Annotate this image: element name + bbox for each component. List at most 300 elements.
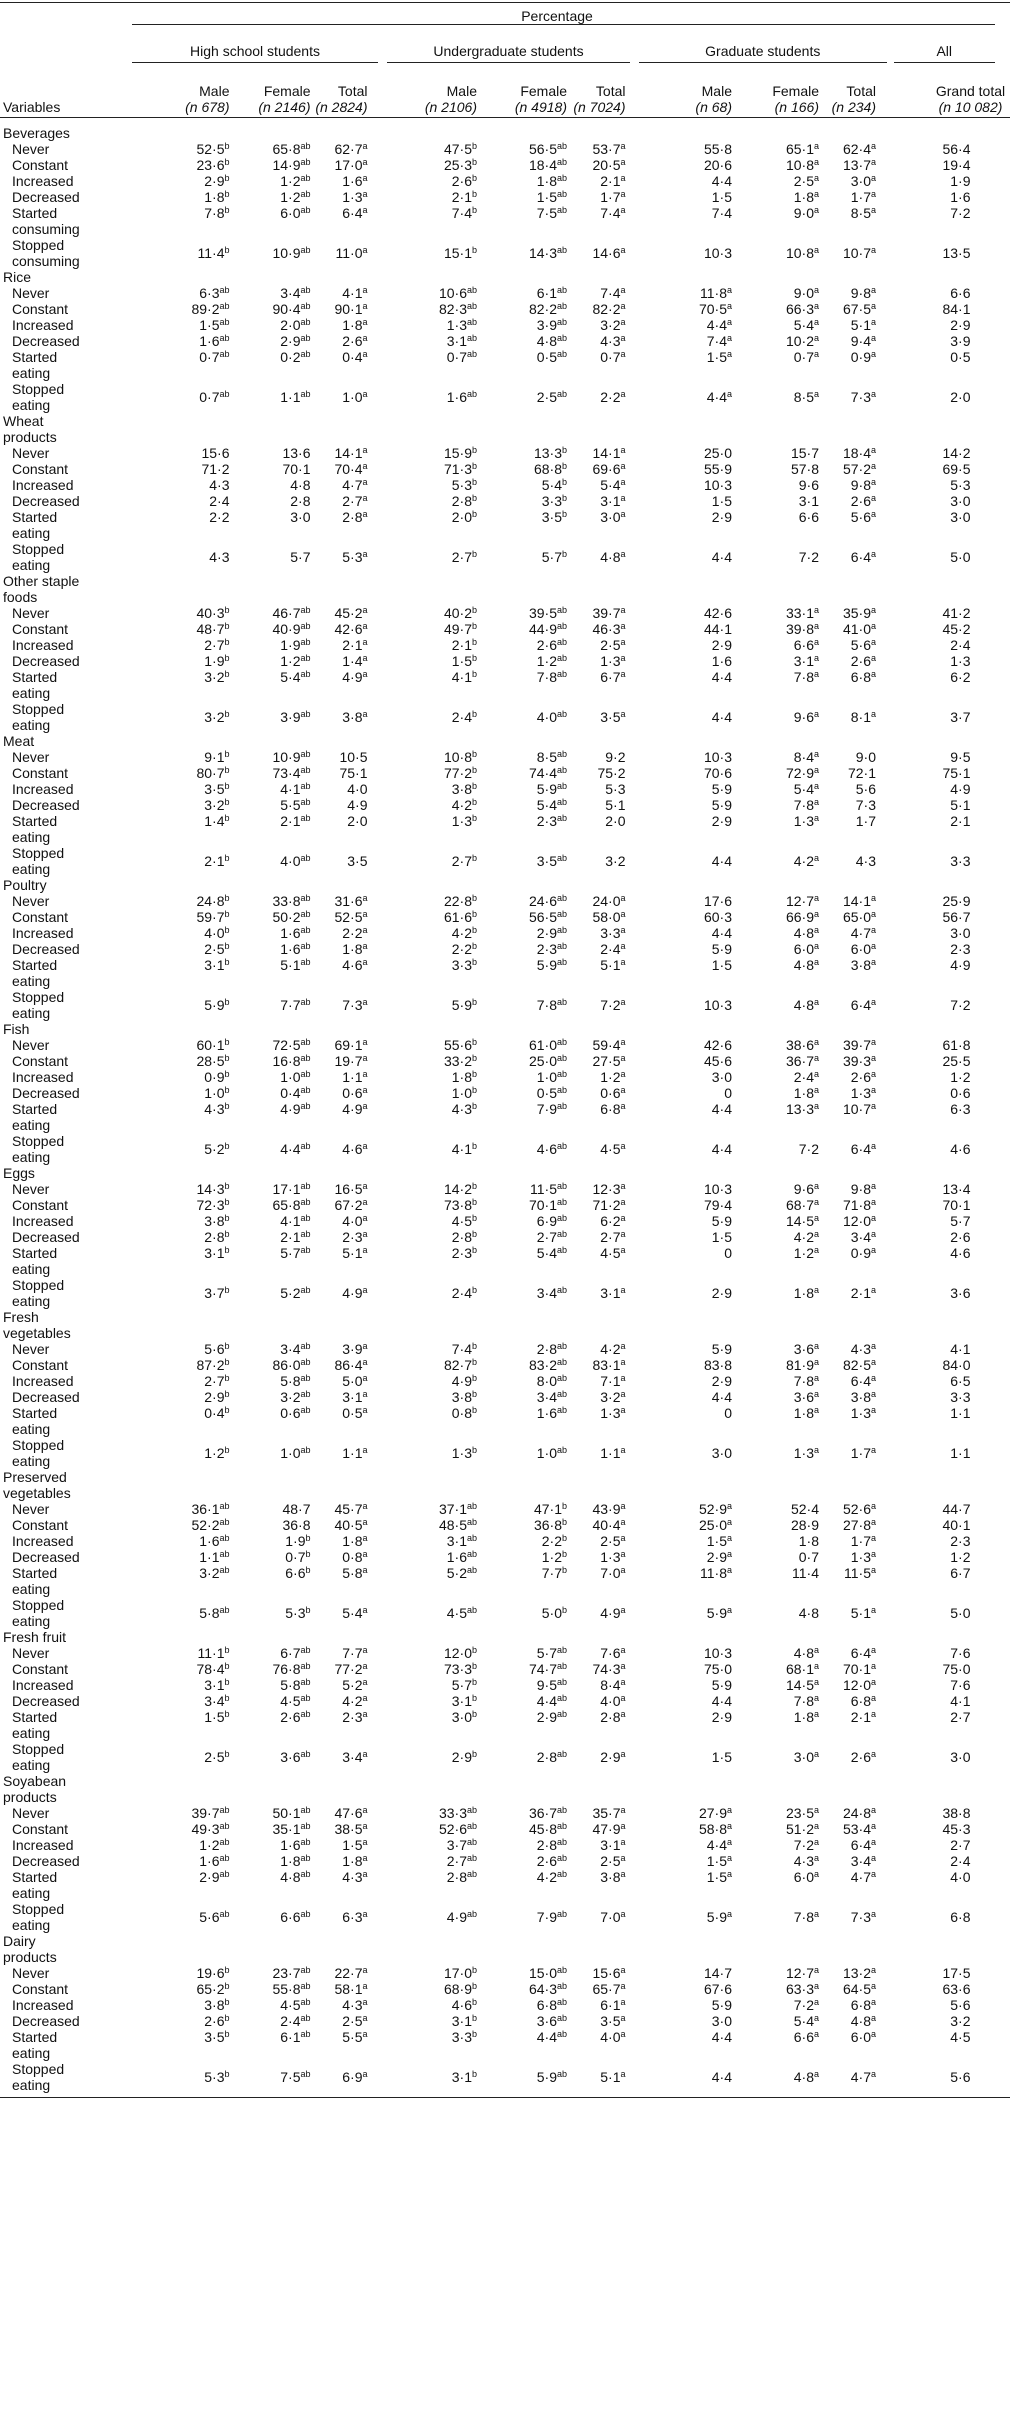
table-cell (851, 1533, 876, 1549)
cell-value: 23·5 (785, 1805, 814, 1821)
table-cell (712, 1749, 732, 1765)
significance-letter: a (620, 1565, 626, 1575)
significance-letter: ab (300, 1357, 311, 1367)
significance-letter: a (362, 245, 368, 255)
significance-letter: ab (556, 2069, 567, 2079)
table-cell (600, 1069, 625, 1085)
significance-letter: ab (300, 157, 311, 167)
table-cell (843, 1037, 876, 1053)
significance-letter: a (362, 389, 368, 399)
cell-value: 4·9 (280, 1101, 301, 1117)
significance-letter: ab (466, 1853, 477, 1863)
cell-value: 14·5 (785, 1677, 814, 1693)
row-label: Decreased (12, 2013, 80, 2029)
row-label: eating (12, 1917, 51, 1933)
table-cell (439, 1517, 477, 1533)
table-cell (600, 1229, 625, 1245)
row-label: Increased (12, 925, 74, 941)
table-cell (204, 1141, 229, 1157)
significance-letter: a (870, 173, 876, 183)
table-cell (707, 333, 732, 349)
significance-letter: a (620, 1501, 626, 1511)
significance-letter: b (471, 2013, 477, 2023)
table-cell (272, 1661, 310, 1677)
cell-value: 11·8 (700, 285, 727, 301)
cell-value: 3·6 (536, 2013, 557, 2029)
column-n: (n 68) (695, 99, 732, 115)
cell-value: 2·8 (600, 1709, 621, 1725)
table-cell (447, 349, 477, 365)
table-cell (699, 1517, 732, 1533)
significance-letter: a (870, 493, 876, 503)
table-cell (851, 2069, 876, 2085)
group-header: Undergraduate students (433, 43, 584, 59)
table-cell (452, 549, 477, 565)
table-cell (196, 621, 229, 637)
table-cell (600, 1749, 625, 1765)
cell-value: 0·4 (342, 349, 363, 365)
table-cell (272, 141, 310, 157)
cell-value: 1·8 (798, 1533, 819, 1549)
table-cell (342, 1085, 367, 1101)
significance-letter: b (471, 493, 477, 503)
significance-letter: ab (300, 245, 311, 255)
cell-value: 7·6 (950, 1677, 971, 1693)
cell-value: 6·8 (600, 1101, 621, 1117)
table-cell (204, 1693, 229, 1709)
cell-value: 2·7 (950, 1837, 971, 1853)
cell-value: 69·6 (592, 461, 621, 477)
table-cell (204, 1285, 229, 1301)
cell-value: 56·4 (942, 141, 971, 157)
cell-value: 3·0 (950, 925, 971, 941)
table-cell (600, 1341, 625, 1357)
table-cell (342, 1869, 367, 1885)
cell-value: 6·7 (280, 1645, 301, 1661)
significance-letter: a (620, 1053, 626, 1063)
significance-letter: b (305, 1533, 311, 1543)
significance-letter: a (813, 941, 819, 951)
table-cell (534, 461, 567, 477)
table-cell (844, 1565, 876, 1581)
table-cell (529, 1197, 567, 1213)
significance-letter: ab (556, 781, 567, 791)
cell-value: 2·1 (451, 637, 472, 653)
cell-value: 52·5 (196, 141, 225, 157)
cell-value: 7·0 (600, 1565, 621, 1581)
significance-letter: a (726, 1605, 732, 1615)
cell-value: 5·4 (793, 2013, 814, 2029)
cell-value: 1·3 (600, 653, 621, 669)
cell-value: 3·1 (600, 1837, 621, 1853)
table-cell (444, 909, 477, 925)
significance-letter: ab (300, 141, 311, 151)
row-label: Decreased (12, 1389, 80, 1405)
significance-letter: b (224, 1181, 230, 1191)
cell-value: 13·3 (533, 445, 562, 461)
significance-letter: a (362, 1341, 368, 1351)
table-cell (280, 2029, 310, 2045)
row-label: Never (12, 1341, 50, 1357)
significance-letter: a (870, 1605, 876, 1615)
cell-value: 25·0 (698, 1517, 727, 1533)
table-cell (950, 669, 970, 685)
table-cell (843, 1821, 876, 1837)
table-cell (794, 2013, 819, 2029)
cell-value: 3·1 (446, 1533, 467, 1549)
table-cell (537, 349, 567, 365)
significance-letter: a (362, 1693, 368, 1703)
table-cell (201, 445, 229, 461)
cell-value: 3·2 (199, 1565, 220, 1581)
table-cell (204, 205, 229, 221)
significance-letter: a (870, 1965, 876, 1975)
table-cell (452, 2013, 477, 2029)
table-cell (280, 997, 310, 1013)
cell-value: 3·5 (347, 853, 368, 869)
significance-letter: ab (556, 1357, 567, 1367)
table-cell (529, 765, 567, 781)
significance-letter: a (362, 1141, 368, 1151)
table-cell (529, 1053, 567, 1069)
cell-value: 72·1 (847, 765, 876, 781)
significance-letter: ab (300, 1141, 311, 1151)
significance-letter: a (726, 1533, 732, 1543)
cell-value: 4·8 (280, 1869, 301, 1885)
cell-value: 5·5 (280, 797, 301, 813)
table-cell (724, 1245, 732, 1261)
table-cell (712, 637, 732, 653)
table-cell (600, 317, 625, 333)
cell-value: 4·4 (706, 1837, 727, 1853)
cell-value: 31·6 (334, 893, 363, 909)
table-cell (712, 1693, 732, 1709)
table-cell (712, 1997, 732, 2013)
table-cell (950, 797, 970, 813)
table-cell (851, 1181, 876, 1197)
cell-value: 5·7 (541, 549, 562, 565)
table-cell (843, 1965, 876, 1981)
significance-letter: ab (300, 1645, 311, 1655)
table-cell (600, 1141, 625, 1157)
cell-value: 15·7 (790, 445, 819, 461)
table-cell (272, 621, 310, 637)
group-header: Graduate students (705, 43, 821, 59)
cell-value: 6·8 (950, 1909, 971, 1925)
significance-letter: a (870, 1869, 876, 1879)
table-cell (204, 653, 229, 669)
table-cell (204, 2013, 229, 2029)
significance-letter: a (362, 1445, 368, 1455)
significance-letter: ab (556, 1101, 567, 1111)
table-cell (791, 1501, 819, 1517)
significance-letter: a (870, 621, 876, 631)
table-cell (600, 333, 625, 349)
table-cell (794, 173, 819, 189)
significance-letter: ab (300, 781, 311, 791)
cell-value: 7·8 (793, 1373, 814, 1389)
table-cell (592, 141, 625, 157)
cell-value: 6·0 (850, 2029, 871, 2045)
significance-letter: a (620, 1853, 626, 1863)
cell-value: 4·9 (451, 1373, 472, 1389)
table-cell (198, 245, 230, 261)
table-cell (600, 1837, 625, 1853)
significance-letter: ab (300, 1405, 311, 1415)
cell-value: 75·0 (703, 1661, 732, 1677)
significance-letter: a (362, 1085, 368, 1095)
significance-letter: b (224, 1661, 230, 1671)
significance-letter: b (224, 605, 230, 615)
table-cell (342, 1533, 367, 1549)
table-cell (204, 1709, 229, 1725)
table-cell (950, 1285, 970, 1301)
significance-letter: ab (219, 1565, 230, 1575)
row-label: Increased (12, 781, 74, 797)
significance-letter: a (726, 1909, 732, 1919)
cell-value: 86·4 (334, 1357, 363, 1373)
significance-letter: ab (556, 205, 567, 215)
table-cell (794, 1085, 819, 1101)
cell-value: 7·4 (451, 1341, 472, 1357)
table-cell (342, 1749, 367, 1765)
significance-letter: b (224, 621, 230, 631)
significance-letter: b (471, 1997, 477, 2007)
row-label: eating (12, 397, 51, 413)
significance-letter: b (224, 653, 230, 663)
cell-value: 9·5 (950, 749, 971, 765)
significance-letter: a (813, 285, 819, 295)
cell-value: 9·6 (798, 477, 819, 493)
table-cell (537, 1101, 567, 1117)
table-cell (199, 317, 229, 333)
cell-value: 4·8 (290, 477, 311, 493)
table-cell (950, 1341, 970, 1357)
table-cell (347, 853, 367, 869)
row-label: eating (12, 1757, 51, 1773)
table-cell (199, 1909, 229, 1925)
table-cell (537, 1085, 567, 1101)
significance-letter: a (362, 1749, 368, 1759)
cell-value: 2·6 (204, 2013, 225, 2029)
significance-letter: ab (300, 853, 311, 863)
table-cell (950, 1997, 970, 2013)
significance-letter: a (620, 1661, 626, 1671)
significance-letter: a (620, 1805, 626, 1815)
cell-value: 6·1 (280, 2029, 301, 2045)
cell-value: 84·1 (942, 301, 971, 317)
cell-value: 64·3 (528, 1981, 557, 1997)
table-cell (537, 2069, 567, 2085)
cell-value: 7·4 (711, 205, 732, 221)
cell-value: 36·7 (785, 1053, 814, 1069)
cell-value: 1·6 (199, 1533, 220, 1549)
cell-value: 45·2 (334, 605, 363, 621)
cell-value: 2·9 (711, 637, 732, 653)
table-cell (786, 1661, 819, 1677)
table-cell (342, 1069, 367, 1085)
table-cell (542, 1605, 567, 1621)
table-cell (950, 1869, 970, 1885)
table-cell (942, 301, 970, 317)
table-cell (334, 1181, 367, 1197)
column-header: Grand total (935, 83, 1006, 99)
significance-letter: ab (556, 1181, 567, 1191)
cell-value: 68·9 (443, 1981, 472, 1997)
significance-letter: a (620, 997, 626, 1007)
significance-letter: ab (219, 1549, 230, 1559)
significance-letter: a (362, 1213, 368, 1223)
table-cell (272, 1965, 310, 1981)
significance-letter: ab (556, 349, 567, 359)
cell-value: 65·8 (272, 141, 301, 157)
cell-value: 65·1 (785, 141, 814, 157)
table-cell (342, 173, 367, 189)
cell-value: 1·8 (451, 1069, 472, 1085)
cell-value: 2·8 (536, 1341, 557, 1357)
cell-value: 2·5 (793, 173, 814, 189)
significance-letter: b (471, 157, 477, 167)
significance-letter: b (471, 941, 477, 951)
table-cell (342, 1837, 367, 1853)
table-cell (204, 1069, 229, 1085)
significance-letter: a (362, 205, 368, 215)
cell-value: 7·7 (541, 1565, 562, 1581)
table-cell (452, 709, 477, 725)
significance-letter: a (813, 141, 819, 151)
table-cell (950, 1389, 970, 1405)
table-cell (851, 549, 876, 565)
table-cell (280, 813, 310, 829)
table-cell (537, 333, 567, 349)
cell-value: 7·8 (536, 997, 557, 1013)
significance-letter: ab (300, 2069, 311, 2079)
table-cell (851, 1837, 876, 1853)
cell-value: 1·3 (850, 1549, 871, 1565)
table-cell (600, 349, 625, 365)
row-label: Constant (12, 301, 69, 317)
table-cell (699, 1501, 732, 1517)
cell-value: 1·2 (199, 1837, 220, 1853)
table-cell (444, 461, 477, 477)
cell-value: 4·9 (342, 669, 363, 685)
cell-value: 3·4 (850, 1229, 871, 1245)
table-cell (452, 1285, 477, 1301)
table-cell (452, 477, 477, 493)
cell-value: 82·2 (528, 301, 557, 317)
significance-letter: a (362, 637, 368, 647)
cell-value: 5·3 (950, 477, 971, 493)
table-cell (452, 637, 477, 653)
cell-value: 47·9 (592, 1821, 621, 1837)
row-label: eating (12, 365, 51, 381)
table-cell (786, 1357, 819, 1373)
significance-letter: ab (556, 925, 567, 935)
row-label: Started (12, 1709, 58, 1725)
cell-value: 65·8 (272, 1197, 301, 1213)
row-label: Constant (12, 765, 69, 781)
cell-value: 71·2 (201, 461, 230, 477)
table-cell (204, 1213, 229, 1229)
significance-letter: b (224, 1373, 230, 1383)
significance-letter: b (471, 709, 477, 719)
row-label: Constant (12, 1517, 69, 1533)
cell-value: 3·6 (793, 1341, 814, 1357)
table-cell (843, 1661, 876, 1677)
table-cell (334, 461, 367, 477)
cell-value: 4·4 (536, 2029, 557, 2045)
cell-value: 3·7 (950, 709, 971, 725)
table-cell (285, 1549, 310, 1565)
table-cell (342, 389, 367, 405)
significance-letter: ab (556, 1693, 567, 1703)
cell-value: 7·2 (950, 997, 971, 1013)
table-cell (280, 1837, 310, 1853)
cell-value: 4·1 (280, 781, 301, 797)
table-cell (342, 1677, 367, 1693)
cell-value: 18·4 (842, 445, 871, 461)
row-label: eating (12, 557, 51, 573)
significance-letter: ab (556, 1837, 567, 1847)
significance-letter: b (224, 797, 230, 807)
cell-value: 3·1 (204, 957, 225, 973)
cell-value: 61·0 (528, 1037, 557, 1053)
cell-value: 1·9 (204, 653, 225, 669)
table-cell (794, 1837, 819, 1853)
cell-value: 10·5 (339, 749, 368, 765)
row-label: Started (12, 1405, 58, 1421)
cell-value: 4·0 (950, 1869, 971, 1885)
cell-value: 4·4 (711, 925, 732, 941)
cell-value: 4·5 (950, 2029, 971, 2045)
table-cell (851, 957, 876, 973)
significance-letter: a (813, 605, 819, 615)
table-cell (786, 909, 819, 925)
table-cell (794, 781, 819, 797)
cell-value: 2·0 (347, 813, 368, 829)
cell-value: 3·0 (850, 173, 871, 189)
cell-value: 52·5 (334, 909, 363, 925)
row-label: Decreased (12, 1693, 80, 1709)
significance-letter: ab (300, 1709, 311, 1719)
significance-letter: ab (466, 1501, 477, 1511)
table-cell (950, 1693, 970, 1709)
table-cell (851, 173, 876, 189)
table-cell (592, 1037, 625, 1053)
row-label: eating (12, 1725, 51, 1741)
significance-letter: b (224, 1389, 230, 1399)
table-cell (794, 285, 819, 301)
cell-value: 2·4 (280, 2013, 301, 2029)
cell-value: 4·4 (711, 669, 732, 685)
table-cell (280, 1693, 310, 1709)
group-rule (639, 62, 887, 63)
cell-value: 45·2 (942, 621, 971, 637)
cell-value: 2·1 (451, 189, 472, 205)
cell-value: 2·5 (536, 389, 557, 405)
table-cell (537, 1997, 567, 2013)
table-cell (342, 1405, 367, 1421)
table-cell (342, 637, 367, 653)
table-cell (851, 349, 876, 365)
significance-letter: a (620, 1445, 626, 1455)
cell-value: 4·7 (850, 1869, 871, 1885)
significance-letter: a (726, 285, 732, 295)
significance-letter: b (471, 1677, 477, 1687)
significance-letter: ab (556, 1869, 567, 1879)
table-cell (950, 1229, 970, 1245)
significance-letter: ab (300, 765, 311, 775)
